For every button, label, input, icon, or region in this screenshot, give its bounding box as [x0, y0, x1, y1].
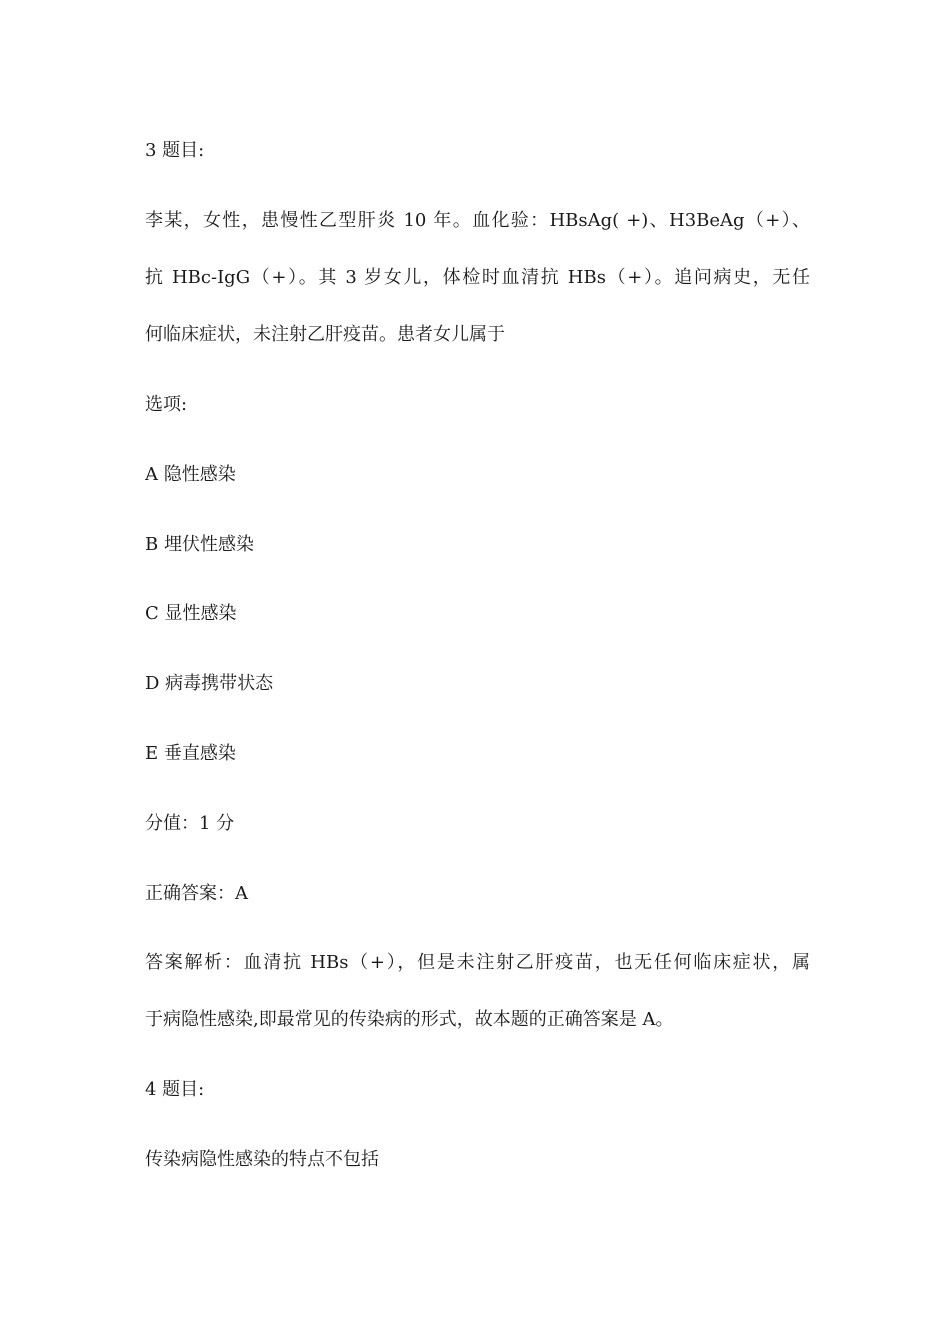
question-3-stem-line-2: 抗 HBc-IgG（+）。其 3 岁女儿，体检时血清抗 HBs（+）。追问病史，无任 — [145, 267, 810, 288]
question-3-stem-line-1: 李某，女性，患慢性乙型肝炎 10 年。血化验：HBsAg( +)、H3BeAg（+）、 — [145, 210, 810, 231]
question-4-header: 4 题目: — [145, 1079, 205, 1100]
question-3-stem-line-3: 何临床症状，未注射乙肝疫苗。患者女儿属于 — [145, 324, 505, 345]
option-a: A 隐性感染 — [145, 464, 236, 485]
option-d: D 病毒携带状态 — [145, 673, 274, 694]
question-3-explanation-line-2: 于病隐性感染,即最常见的传染病的形式，故本题的正确答案是 A。 — [145, 1009, 674, 1030]
question-3-answer: 正确答案：A — [145, 883, 248, 904]
option-b: B 埋伏性感染 — [145, 534, 254, 555]
question-4-stem-line-1: 传染病隐性感染的特点不包括 — [145, 1149, 379, 1170]
option-e: E 垂直感染 — [145, 743, 236, 764]
question-3-score: 分值：1 分 — [145, 813, 235, 834]
question-3-options-label: 选项: — [145, 394, 188, 415]
question-3-explanation-line-1: 答案解析：血清抗 HBs（+），但是未注射乙肝疫苗，也无任何临床症状，属 — [145, 952, 810, 973]
option-c: C 显性感染 — [145, 603, 237, 624]
question-3-header: 3 题目: — [145, 140, 205, 161]
